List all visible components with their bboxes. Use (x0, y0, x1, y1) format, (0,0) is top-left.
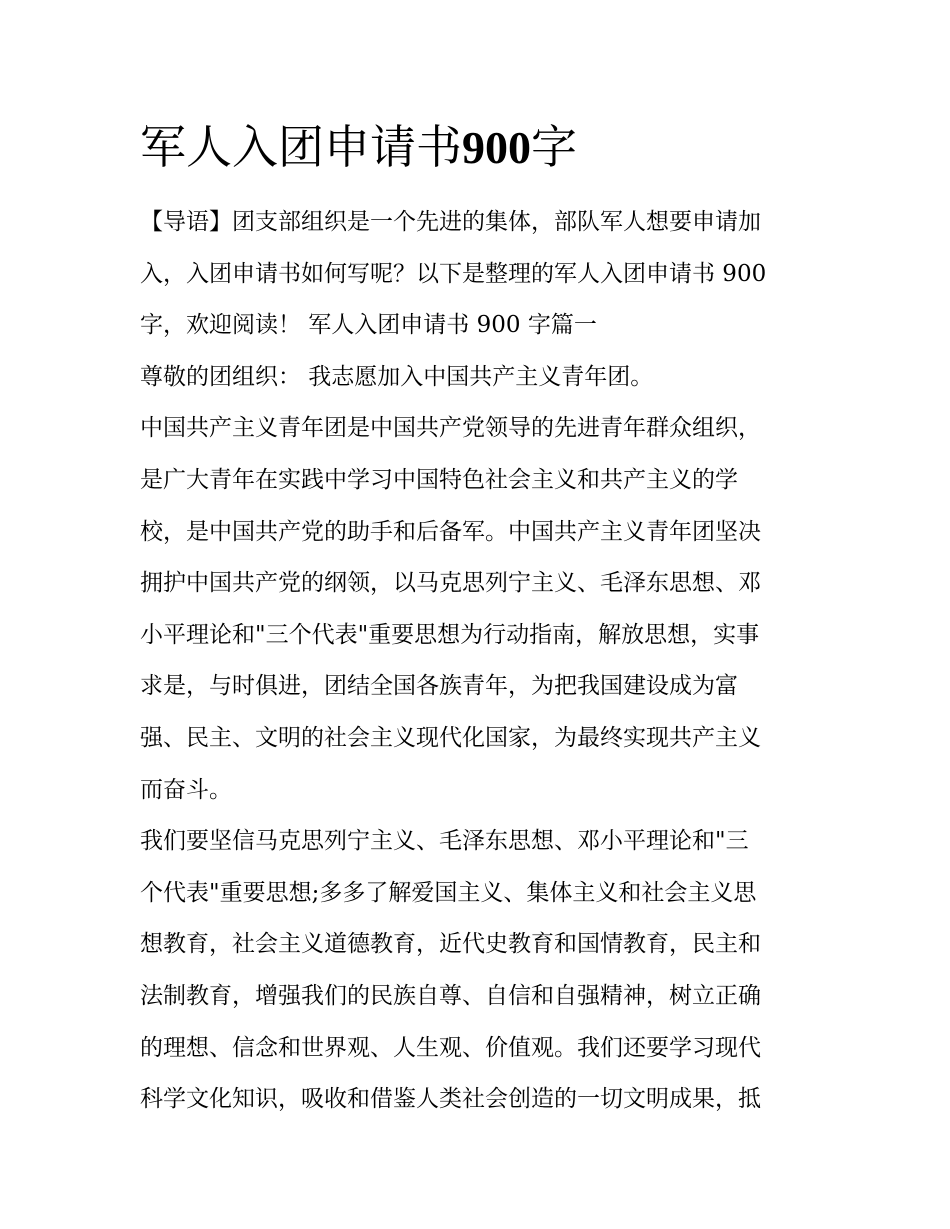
text-line: 入，入团申请书如何写呢？以下是整理的军人入团申请书 900 (140, 260, 767, 287)
text-line: 尊敬的团组织： 我志愿加入中国共产主义青年团。 (140, 363, 654, 390)
text-line: 的理想、信念和世界观、人生观、价值观。我们还要学习现代 (140, 1034, 761, 1061)
text-line: 拥护中国共产党的纲领，以马克思列宁主义、毛泽东思想、邓 (140, 570, 761, 597)
text-line: 是广大青年在实践中学习中国特色社会主义和共产主义的学 (140, 466, 738, 493)
text-line: 法制教育，增强我们的民族自尊、自信和自强精神，树立正确 (140, 982, 761, 1009)
text-line: 【导语】团支部组织是一个先进的集体，部队军人想要申请加 (140, 209, 761, 235)
title-number: 900 (462, 122, 531, 173)
text-line: 校，是中国共产党的助手和后备军。中国共产主义青年团坚决 (140, 518, 761, 545)
text-line: 我们要坚信马克思列宁主义、毛泽东思想、邓小平理论和"三 (140, 828, 749, 855)
text-line: 个代表"重要思想;多多了解爱国主义、集体主义和社会主义思 (140, 879, 757, 906)
text-line: 科学文化知识，吸收和借鉴人类社会创造的一切文明成果，抵 (140, 1086, 761, 1113)
text-line: 小平理论和"三个代表"重要思想为行动指南，解放思想，实事 (140, 621, 760, 648)
text-line: 想教育，社会主义道德教育，近代史教育和国情教育，民主和 (140, 931, 761, 958)
text-line: 求是，与时俱进，团结全国各族青年，为把我国建设成为富 (140, 673, 738, 700)
text-line: 强、民主、文明的社会主义现代化国家，为最终实现共产主义 (140, 724, 761, 751)
text-line: 而奋斗。 (140, 776, 232, 803)
text-line: 字，欢迎阅读！ 军人入团申请书 900 字篇一 (140, 312, 597, 339)
title-text: 军人入团申请书 (140, 120, 462, 174)
document-body (140, 197, 820, 1126)
document-title (140, 112, 577, 183)
title-suffix: 字 (531, 120, 577, 174)
text-line: 中国共产主义青年团是中国共产党领导的先进青年群众组织， (140, 415, 761, 442)
